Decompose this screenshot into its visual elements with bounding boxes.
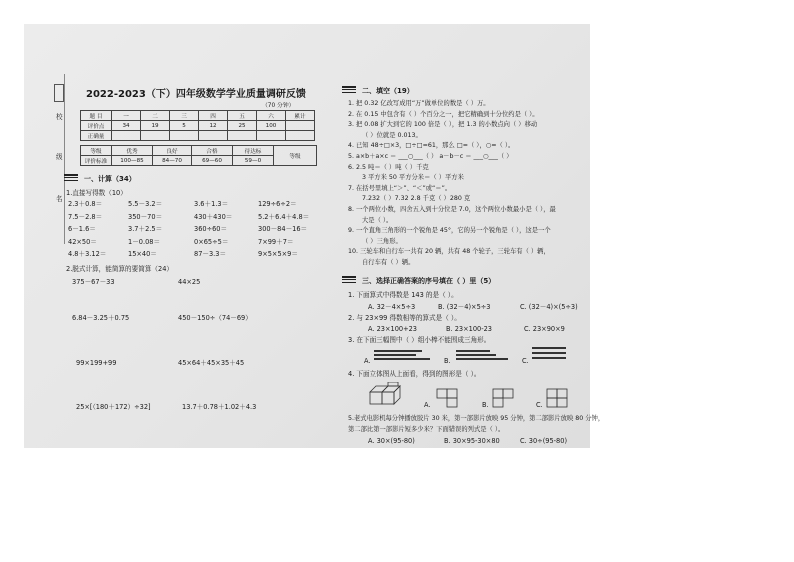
calc-item: 44×25: [178, 278, 201, 286]
fill-blank-line: 3. 把 0.08 扩大到它的 100 倍是（ ），把 1.3 的小数点向（ ）移动: [348, 121, 538, 129]
choice-q2-option: B. 23×100-23: [446, 325, 492, 333]
choice-q1-option: C. (32－4)×(5÷3): [520, 303, 578, 311]
section1-heading: 一、计算（34）: [84, 175, 136, 183]
score-header-cell: 一: [112, 111, 141, 121]
grade-cell: 合格: [192, 146, 233, 156]
fill-blank-line: 3 平方米 50 平方分米＝（ ）平方米: [362, 174, 464, 182]
fill-blank-line: 8. 一个两位小数，四舍五入到十分位是 7.0，这个两位小数最小是（ ），最: [348, 206, 556, 213]
fill-blank-line: 2. 在 0.15 中包含有（ ）个百分之一，把它精确到十分位约是（ ）。: [348, 110, 539, 118]
score-cell: 34: [112, 121, 141, 131]
choice-q4-option: C.: [536, 401, 543, 409]
score-cell: [141, 131, 170, 141]
choice-q1-option: A. 32－4×5÷3: [368, 303, 416, 311]
choice-q1-option: B. (32－4)×5÷3: [438, 303, 491, 311]
stick: [374, 354, 416, 356]
grade-cell: 待达标: [233, 146, 274, 156]
calc-item: 6.84－3.25＋0.75: [72, 314, 130, 322]
stick: [456, 350, 490, 352]
fill-blank-line: （ ）位就是 0.013。: [362, 131, 422, 139]
score-cell: [199, 131, 228, 141]
score-cell: 25: [228, 121, 257, 131]
grade-cell: 84—70: [153, 156, 192, 166]
choice-q3: 3. 在下面三幅图中（ ）组小棒不能围成三角形。: [348, 336, 491, 344]
fill-blank-line: （ ）三角形。: [362, 237, 402, 245]
side-label-class: 级: [56, 153, 63, 161]
calc-item: 450－150÷（74－69）: [178, 314, 252, 322]
top-view-figure-b: [492, 388, 518, 408]
calc-item: 375－67－33: [72, 278, 115, 286]
fill-blank-line: 7.232（ ）7.32 2.8 千克（ ）280 克: [362, 195, 471, 203]
oral-calc-item: 3.6＋1.3＝: [194, 200, 229, 208]
score-cell: [286, 131, 315, 141]
fill-blank-line: 5. a×b＋a×c ＝ ___○___（ ） a－b－c ＝ ___○___（ ）: [348, 153, 513, 160]
grade-cell: 良好: [153, 146, 192, 156]
calc-item: 45×64＋45×35＋45: [178, 359, 245, 367]
calc-item: 99×199+99: [76, 359, 117, 367]
score-cell: 12: [199, 121, 228, 131]
score-cell: 5: [170, 121, 199, 131]
side-box: [54, 84, 64, 102]
grade-cell: 69—60: [192, 156, 233, 166]
oral-calc-item: 5.5－3.2＝: [128, 200, 163, 208]
oral-calc-item: 15×40＝: [128, 250, 157, 258]
score-cell: [286, 121, 315, 131]
score-cell: 评价点: [81, 121, 112, 131]
fill-blank-line: 6. 2.5 吨＝（ ）吨（ ）千克: [348, 163, 429, 171]
oral-calc-item: 7×99＋7＝: [258, 237, 294, 246]
binding-line: [64, 74, 65, 244]
stick: [532, 352, 566, 354]
oral-calc-item: 9×5×5×9＝: [258, 250, 298, 258]
section-icon: [64, 174, 78, 182]
oral-calc-item: 4.8＋3.12＝: [68, 250, 107, 258]
score-header-cell: 二: [141, 111, 170, 121]
score-cell: 19: [141, 121, 170, 131]
choice-q5-line2: 第二部比第一部影片短多少米？下面错误的列式是（ ）。: [348, 426, 505, 433]
top-view-figure-c: [546, 388, 572, 408]
section-icon: [342, 276, 356, 284]
page-title: 2022-2023（下）四年级数学学业质量调研反馈: [86, 89, 306, 100]
oral-calc-item: 6－1.6＝: [68, 225, 96, 233]
exam-time: （70 分钟）: [262, 103, 295, 109]
choice-q2-option: A. 23×100+23: [368, 325, 418, 333]
grade-cell: 等级: [81, 146, 112, 156]
top-view-figure-a: [436, 388, 462, 408]
fill-blank-line: 9. 一个直角三角形的一个锐角是 45°，它的另一个锐角是（ ），这是一个: [348, 227, 551, 235]
choice-q4-option: B.: [482, 401, 489, 409]
grade-cell: 优秀: [112, 146, 153, 156]
oral-calc-item: 300－84－16＝: [258, 225, 308, 233]
calc-item: 25×[（180＋172）÷32]: [76, 403, 151, 411]
choice-q5-option: A. 30×(95-80): [368, 437, 415, 445]
exam-sheet: [24, 24, 605, 448]
score-cell: [112, 131, 141, 141]
fill-blank-line: 1. 把 0.32 亿改写成用“万”做单位的数是（ ）万。: [348, 100, 490, 107]
fill-blank-line: 自行车有（ ）辆。: [362, 259, 415, 266]
stick: [374, 358, 430, 360]
section-icon: [342, 86, 356, 94]
grade-cell: 59—0: [233, 156, 274, 166]
choice-q1: 1. 下面算式中得数是 143 的是（ ）。: [348, 291, 458, 299]
fill-blank-line: 7. 在括号里填上“＞”、“＜”或“＝”。: [348, 184, 452, 192]
cube-stack-figure: [368, 382, 414, 410]
choice-q5-line1: 5.老式电影机每分钟播放胶片 30 米，第一部影片放映 95 分钟，第二部影片放映 80 分钟，: [348, 415, 605, 422]
section1-part1: 1.直接写得数（10）: [66, 189, 127, 197]
oral-calc-item: 1－0.08＝: [128, 237, 161, 246]
score-header-cell: 题 目: [81, 111, 112, 121]
score-cell: [228, 131, 257, 141]
score-header-cell: 五: [228, 111, 257, 121]
stick: [456, 354, 496, 356]
choice-q4-option: A.: [424, 401, 431, 409]
score-cell: [257, 131, 286, 141]
choice-q3-option: C.: [522, 357, 529, 365]
stick: [374, 350, 422, 352]
oral-calc-item: 2.3＋0.8＝: [68, 200, 103, 208]
fill-blank-line: 大是（ ）。: [362, 216, 393, 224]
choice-q3-option: B.: [444, 357, 451, 365]
oral-calc-item: 350－70＝: [128, 212, 163, 221]
choice-q3-option: A.: [364, 357, 371, 365]
oral-calc-item: 42×50＝: [68, 237, 97, 246]
score-cell: [170, 131, 199, 141]
grade-cell: 等级: [274, 146, 317, 166]
choice-q4: 4. 下面立体图从上面看，得到的图形是（ ）。: [348, 370, 481, 378]
score-table: [80, 110, 315, 141]
oral-calc-item: 3.7＋2.5＝: [128, 225, 163, 233]
oral-calc-item: 0×65÷5＝: [194, 237, 229, 246]
score-cell: 100: [257, 121, 286, 131]
choice-q5-option: B. 30×95-30×80: [444, 437, 500, 445]
oral-calc-item: 129÷6÷2＝: [258, 200, 297, 208]
section3-heading: 三、选择正确答案的序号填在（ ）里（5）: [362, 277, 496, 285]
fill-blank-line: 10. 三轮车和自行车一共有 20 辆，共有 48 个轮子，三轮车有（ ）辆，: [348, 248, 550, 256]
stick: [532, 347, 566, 349]
score-header-cell: 累计: [286, 111, 315, 121]
oral-calc-item: 87－3.3＝: [194, 250, 227, 258]
score-header-cell: 四: [199, 111, 228, 121]
score-cell: 正确量: [81, 131, 112, 141]
grade-cell: 评价标准: [81, 156, 112, 166]
oral-calc-item: 360÷60＝: [194, 225, 228, 233]
stick: [456, 358, 508, 360]
choice-q2-option: C. 23×90×9: [524, 325, 565, 333]
calc-item: 13.7＋0.78＋1.02＋4.3: [182, 403, 257, 411]
score-header-cell: 六: [257, 111, 286, 121]
side-label-name: 名: [56, 195, 63, 203]
oral-calc-item: 430＋430＝: [194, 212, 233, 221]
section1-part2: 2.脱式计算，能简算的要简算（24）: [66, 265, 173, 273]
oral-calc-item: 7.5－2.8＝: [68, 212, 103, 221]
stick: [532, 357, 566, 359]
choice-q2: 2. 与 23×99 得数相等的算式是（ ）。: [348, 314, 461, 322]
side-label-school: 校: [56, 113, 63, 121]
choice-q5-option: C. 30÷(95-80): [520, 437, 568, 445]
fill-blank-line: 4. 已知 48÷□×3，□÷□=61，那么 □=（ ），○=（ ）。: [348, 142, 515, 150]
grade-cell: 100—85: [112, 156, 153, 166]
score-header-cell: 三: [170, 111, 199, 121]
section2-heading: 二、填空（19）: [362, 87, 414, 95]
oral-calc-item: 5.2＋6.4＋4.8＝: [258, 212, 310, 221]
grade-table: [80, 145, 317, 166]
